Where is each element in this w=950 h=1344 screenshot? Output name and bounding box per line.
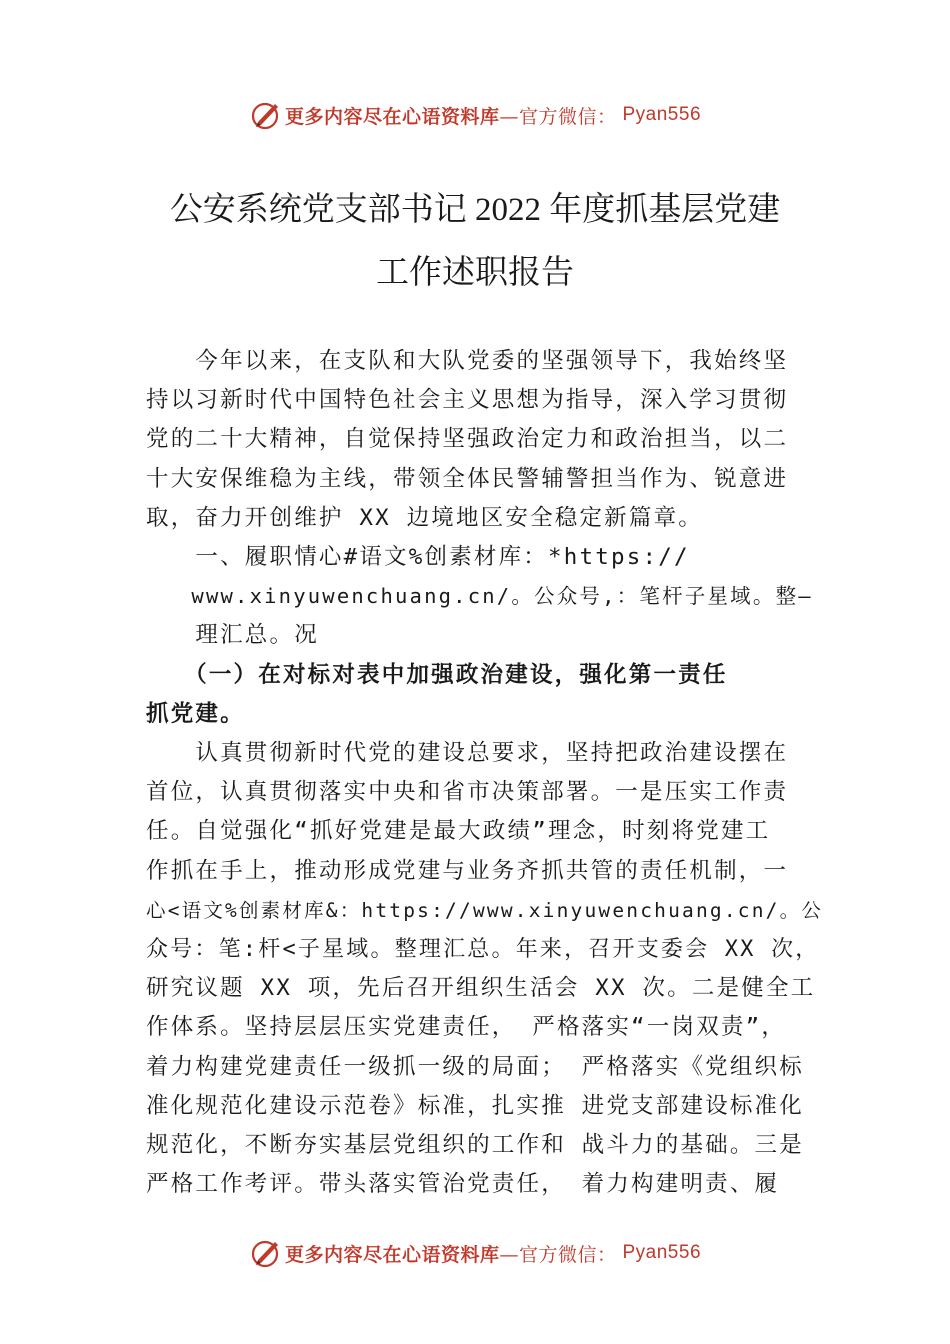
section-heading-line: 理汇总。况 <box>146 622 319 649</box>
document-title-line-2: 工作述职报告 <box>376 255 574 291</box>
body-line: 作抓在手上，推动形成党建与业务齐抓共管的责任机制，一 <box>146 857 789 884</box>
body-line: 严格工作考评。带头落实管治党责任， 着力构建明责、履 <box>146 1171 780 1198</box>
document-title-line-1: 公安系统党支部书记 2022 年度抓基层党建 <box>169 192 781 228</box>
body-line: 今年以来，在支队和大队党委的坚强领导下，我始终坚 <box>146 348 789 374</box>
subsection-heading-line: （一）在对标对表中加强政治建设，强化第一责任 <box>146 661 728 688</box>
footer-watermark-banner <box>0 1233 950 1273</box>
header-watermark-banner <box>0 95 950 135</box>
body-line: 作体系。坚持层层压实党建责任， 严格落实“一岗双责”， <box>146 1014 787 1041</box>
body-line: 着力构建党建责任一级抓一级的局面； 严格落实《党组织标 <box>146 1053 804 1080</box>
section-heading-line: 一、履职情心#语文%创素材库：*https:// <box>146 544 690 571</box>
body-line: 首位，认真贯彻落实中央和省市决策部署。一是压实工作责 <box>146 779 789 806</box>
body-line: 众号：笔:杆<子星域。整理汇总。年来，召开支委会 XX 次， <box>146 937 820 963</box>
banner-sub-text: —官方微信： <box>499 105 617 128</box>
body-line: 研究议题 XX 项，先后召开组织生活会 XX 次。二是健全工 <box>146 975 816 1002</box>
body-line: 持以习新时代中国特色社会主义思想为指导，深入学习贯彻 <box>146 387 789 414</box>
pen-logo-icon <box>249 1236 283 1270</box>
banner-main-text: 更多内容尽在心语资料库 <box>284 105 500 128</box>
banner-wechat-id: Pyan556 <box>622 1242 702 1263</box>
body-line: 党的二十大精神，自觉保持坚强政治定力和政治担当，以二 <box>146 426 789 453</box>
section-heading-line: www.xinyuwenchuang.cn/。公众号,：笔杆子星域。整— <box>146 584 813 609</box>
body-line: 心<语文%创素材库&：https://www.xinyuwenchuang.cn/。公 <box>146 898 824 922</box>
banner-sub-text: —官方微信： <box>499 1243 617 1266</box>
body-line: 认真贯彻新时代党的建设总要求，坚持把政治建设摆在 <box>146 740 789 767</box>
pen-logo-icon <box>249 98 283 132</box>
body-line: 十大安保维稳为主线，带领全体民警辅警担当作为、锐意进 <box>146 465 789 492</box>
body-line: 准化规范化建设示范卷》标准，扎实推 进党支部建设标准化 <box>146 1092 804 1119</box>
document-body <box>146 342 826 1204</box>
body-line: 任。自觉强化“抓好党建是最大政绩”理念，时刻将党建工 <box>146 818 771 845</box>
body-line: 取，奋力开创维护 XX 边境地区安全稳定新篇章。 <box>146 504 703 531</box>
banner-wechat-id: Pyan556 <box>622 104 702 125</box>
body-line: 规范化，不断夯实基层党组织的工作和 战斗力的基础。三是 <box>146 1132 804 1159</box>
banner-main-text: 更多内容尽在心语资料库 <box>284 1243 500 1266</box>
subsection-heading-line: 抓党建。 <box>146 700 245 727</box>
